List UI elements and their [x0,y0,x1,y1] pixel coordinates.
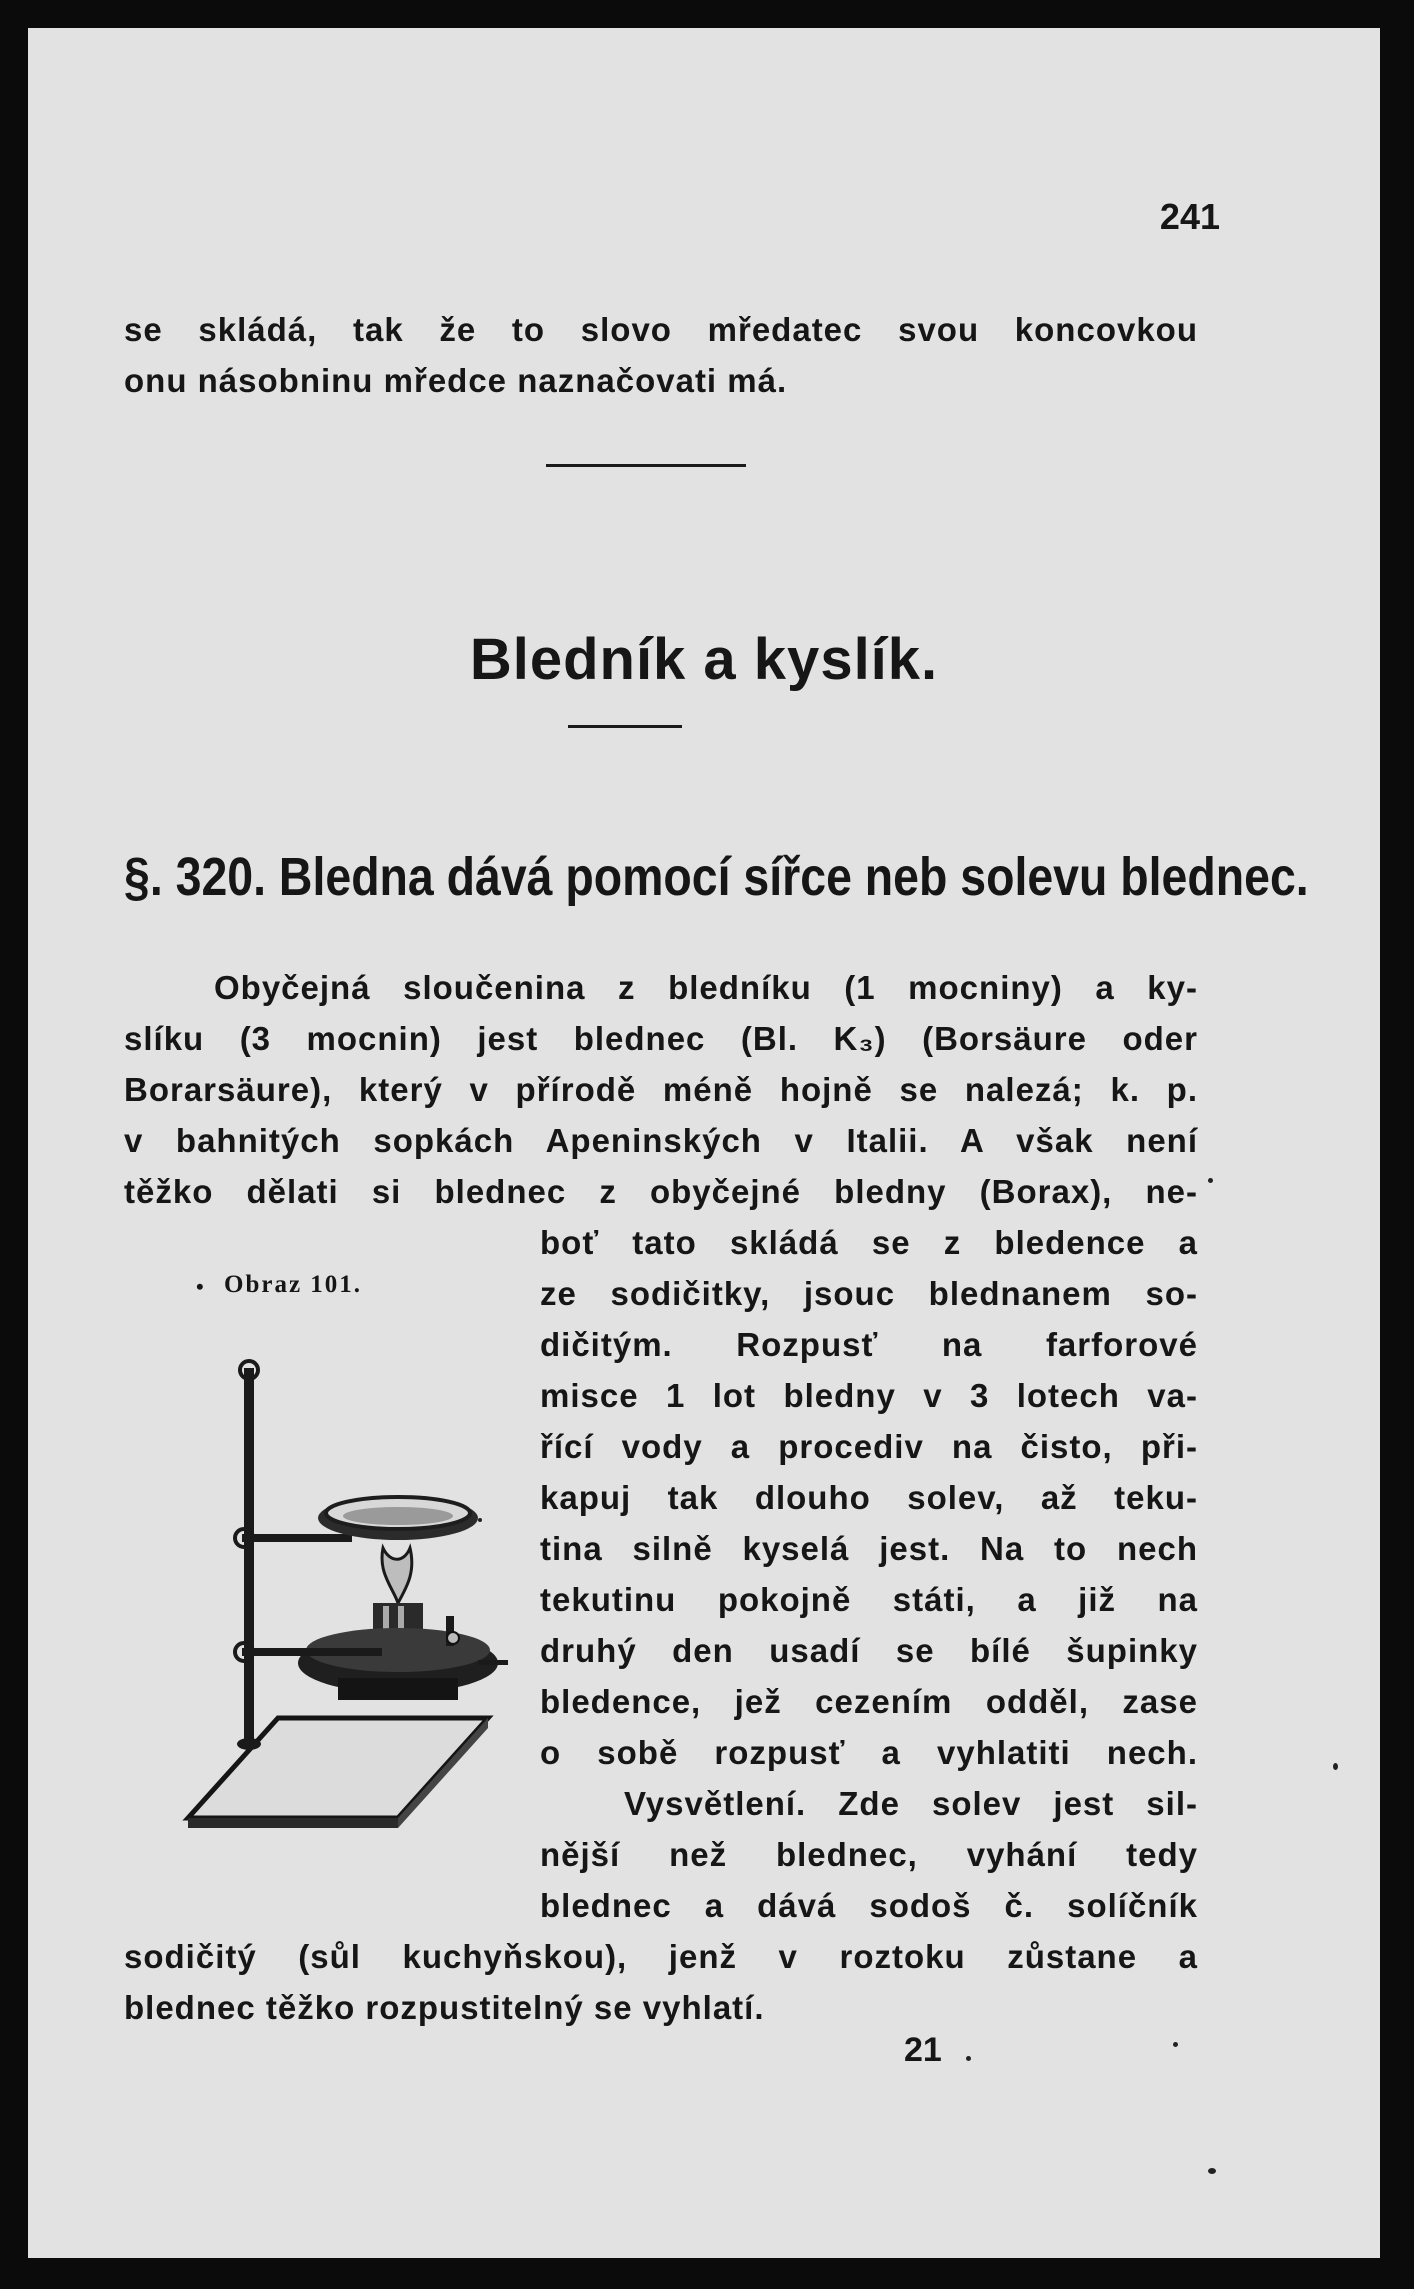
divider-bottom [568,725,682,728]
scan-speck [1173,2042,1178,2047]
paragraph-line-2: slíku (3 mocnin) jest blednec (Bl. K₃) (Borsäure oder [124,1020,1198,1057]
side-line-6: kapuj tak dlouho solev, až teku- [540,1479,1198,1516]
side-line-10: bledence, jež cezením odděl, zase [540,1683,1198,1720]
side-line-7: tina silně kyselá jest. Na to nech [540,1530,1198,1567]
paragraph-line-4: v bahnitých sopkách Apeninských v Italii. A však není [124,1122,1198,1159]
signature-mark: 21 [904,2031,942,2069]
divider-top [546,464,746,467]
side-line-5: řící vody a procediv na čisto, při- [540,1428,1198,1465]
side-line-13: nější než blednec, vyhání tedy [540,1836,1198,1873]
figure-caption: Obraz 101. [224,1271,363,1298]
paragraph-line-1: Obyčejná sloučenina z bledníku (1 mocniny) a ky- [214,969,1198,1006]
side-line-9: druhý den usadí se bílé šupinky [540,1632,1198,1669]
scan-speck [478,1518,482,1522]
paragraph-line-5: těžko dělati si blednec z obyčejné bledny (Borax), ne- [124,1173,1198,1210]
side-line-12: Vysvětlení. Zde solev jest sil- [624,1785,1198,1822]
side-line-8: tekutinu pokojně státi, a již na [540,1581,1198,1618]
paragraph-line-3: Borarsäure), který v přírodě méně hojně se nalezá; k. p. [124,1071,1198,1108]
final-line-2: blednec těžko rozpustitelný se vyhlatí. [124,1989,765,2026]
side-line-4: misce 1 lot bledny v 3 lotech va- [540,1377,1198,1414]
scan-speck [1208,2168,1216,2174]
side-line-2: ze sodičitky, jsouc blednanem so- [540,1275,1198,1312]
side-line-1: boť tato skládá se z bledence a [540,1224,1198,1261]
intro-line-1: se skládá, tak že to slovo mředatec svou koncovkou [124,311,1198,348]
chapter-heading: Bledník a kyslík. [469,627,939,692]
scan-speck [1333,1763,1338,1770]
scan-speck [1208,1178,1213,1183]
intro-line-2: onu násobninu mředce naznačovati má. [124,362,788,399]
final-line-1: sodičitý (sůl kuchyňskou), jenž v roztoku zůstane a [124,1938,1198,1975]
section-title: §. 320. Bledna dává pomocí sířce neb solevu blednec. [124,847,1309,907]
side-line-11: o sobě rozpusť a vyhlatiti nech. [540,1734,1198,1771]
caption-bullet: • [196,1274,204,1299]
book-page [28,28,1380,2258]
side-line-3: dičitým. Rozpusť na farforové [540,1326,1198,1363]
side-line-14: blednec a dává sodoš č. solíčník [540,1887,1198,1924]
page-number: 241 [1159,196,1220,237]
scan-speck [966,2056,971,2061]
figure-retort-stand [178,1348,528,1878]
